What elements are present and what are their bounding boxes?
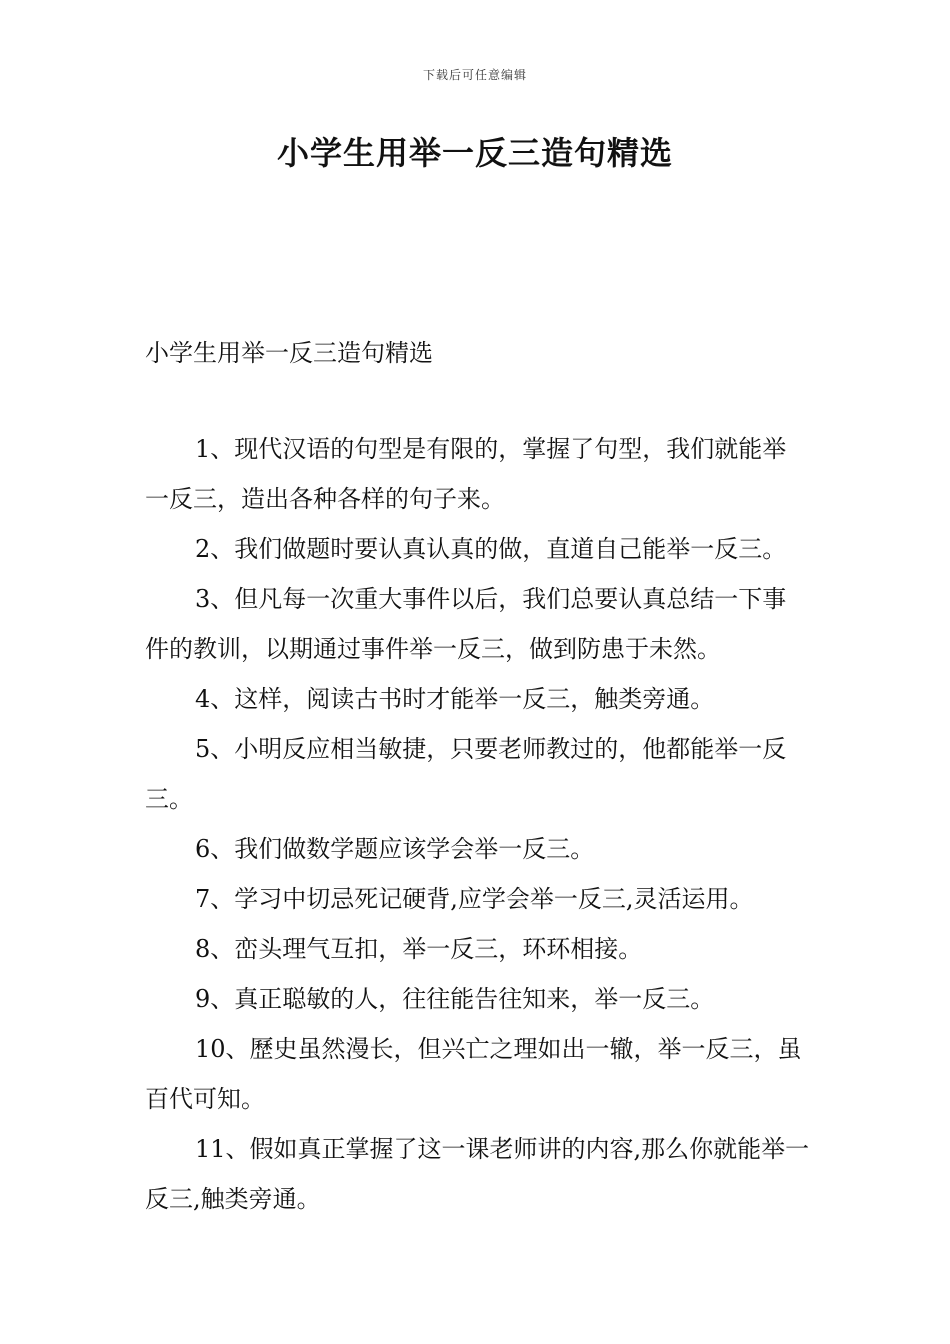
sentence-item: 9、真正聪敏的人，往往能告往知来，举一反三。 bbox=[195, 985, 715, 1013]
section-subtitle: 小学生用举一反三造句精选 bbox=[145, 339, 433, 367]
sentence-item: 1、现代汉语的句型是有限的，掌握了句型，我们就能举一反三，造出各种各样的句子来。 bbox=[145, 435, 787, 513]
header-note: 下载后可任意编辑 bbox=[422, 68, 527, 82]
sentence-item: 2、我们做题时要认真认真的做，直道自己能举一反三。 bbox=[195, 535, 787, 563]
sentence-item: 6、我们做数学题应该学会举一反三。 bbox=[195, 835, 595, 863]
sentence-item: 5、小明反应相当敏捷，只要老师教过的，他都能举一反三。 bbox=[145, 735, 787, 813]
sentence-item: 4、这样，阅读古书时才能举一反三，触类旁通。 bbox=[195, 685, 715, 713]
sentence-item: 3、但凡每一次重大事件以后，我们总要认真总结一下事件的教训，以期通过事件举一反三，做到防患于未然。 bbox=[145, 585, 787, 663]
sentence-item: 10、歷史虽然漫长，但兴亡之理如出一辙，举一反三，虽百代可知。 bbox=[145, 1035, 802, 1113]
page-title: 小学生用举一反三造句精选 bbox=[276, 134, 673, 172]
sentence-item: 7、学习中切忌死记硬背,应学会举一反三,灵活运用。 bbox=[195, 885, 754, 913]
sentence-item: 11、假如真正掌握了这一课老师讲的内容,那么你就能举一反三,触类旁通。 bbox=[145, 1135, 810, 1213]
sentence-item: 8、峦头理气互扣，举一反三，环环相接。 bbox=[195, 935, 643, 963]
sentence-list bbox=[145, 424, 810, 1224]
